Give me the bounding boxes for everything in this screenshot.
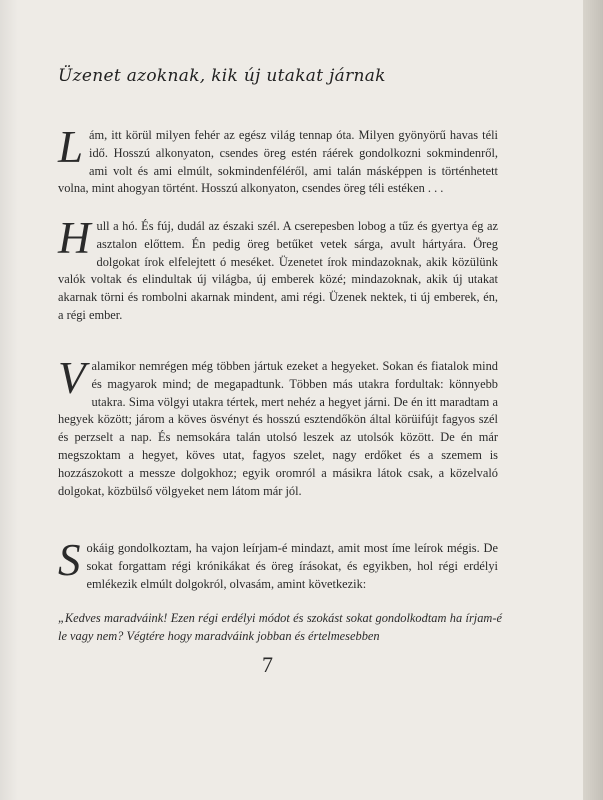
paragraph-text: ull a hó. És fúj, dudál az északi szél. A cserepesben lobog a tűz és gyertya ég az asztalon előttem. Én pedig öreg betűket vetek sárga, avult hártyára. Öreg dolgokat írok elfelejtett ó meséket. Üzenetet írok mindazoknak, akik közülünk valók voltak és elindultak új világba, új emberek közé; mindazoknak, akik új utakat akarnak törni és rombolni akarnak mindent, ami régi. Üzenek nektek, ti új emberek, én, a régi ember. — [58, 219, 498, 322]
drop-cap: S — [58, 535, 81, 585]
paragraph — [58, 535, 498, 593]
drop-cap: V — [58, 353, 86, 403]
chapter-title: Üzenet azoknak, kik új utakat járnak — [58, 66, 386, 86]
paragraph-text: ám, itt körül milyen fehér az egész világ tennap óta. Milyen gyönyörű havas téli idő. Hosszú alkonyaton, csendes öreg estén ráérek gondolkozni sokmindenről, ami volt és ami elmúlt, sokmindenféléről, ami talán másképpen is történhetett volna, mint ahogyan történt. Hosszú alkonyaton, csendes öreg téli estéken . . . — [58, 128, 498, 196]
paragraph-text: okáig gondolkoztam, ha vajon leírjam-é mindazt, amit most íme leírok mégis. De sokat forgattam régi krónikákat és öreg írásokat, és egyikben, hol régi erdélyi emlékezik elmúlt dolgokról, olvasám, amint következik: — [86, 541, 498, 591]
page-edge — [583, 0, 603, 800]
quoted-passage: „Kedves maradváink! Ezen régi erdélyi módot és szokást sokat gondolkodtam ha írjam-é le vagy nem? Végtére hogy maradváink jobban és értelmesebben — [58, 611, 502, 643]
paragraph-text: alamikor nemrégen még többen jártuk ezeket a hegyeket. Sokan és fiatalok mind és magyarok mind; de megapadtunk. Többen más utakra fordultak: könnyebb utakra. Sima völgyi utakra tértek, mert nehéz a hegyet járni. De én itt maradtam a hegyek között; járom a köves ösvényt és hosszú esztendőkön által körüifújt fagyos szél és perzselt a nap. És nemsokára talán utolsó leszek az utolsók között. De én már megszoktam a hegyet, köves utat, fagyos szelet, nagy erdőket és a szemem is hozzászokott a messze dolgokhoz; egyik oromról a másikra látok csak, a közelvaló dolgokat, közbülső völgyeket nem látom már jól. — [58, 359, 498, 498]
drop-cap: L — [58, 122, 84, 172]
drop-cap: H — [58, 213, 91, 263]
spine-shadow — [0, 0, 18, 800]
paragraph — [58, 213, 498, 325]
paragraph — [58, 353, 498, 500]
paragraph — [58, 122, 498, 198]
page-number: 7 — [262, 652, 273, 677]
